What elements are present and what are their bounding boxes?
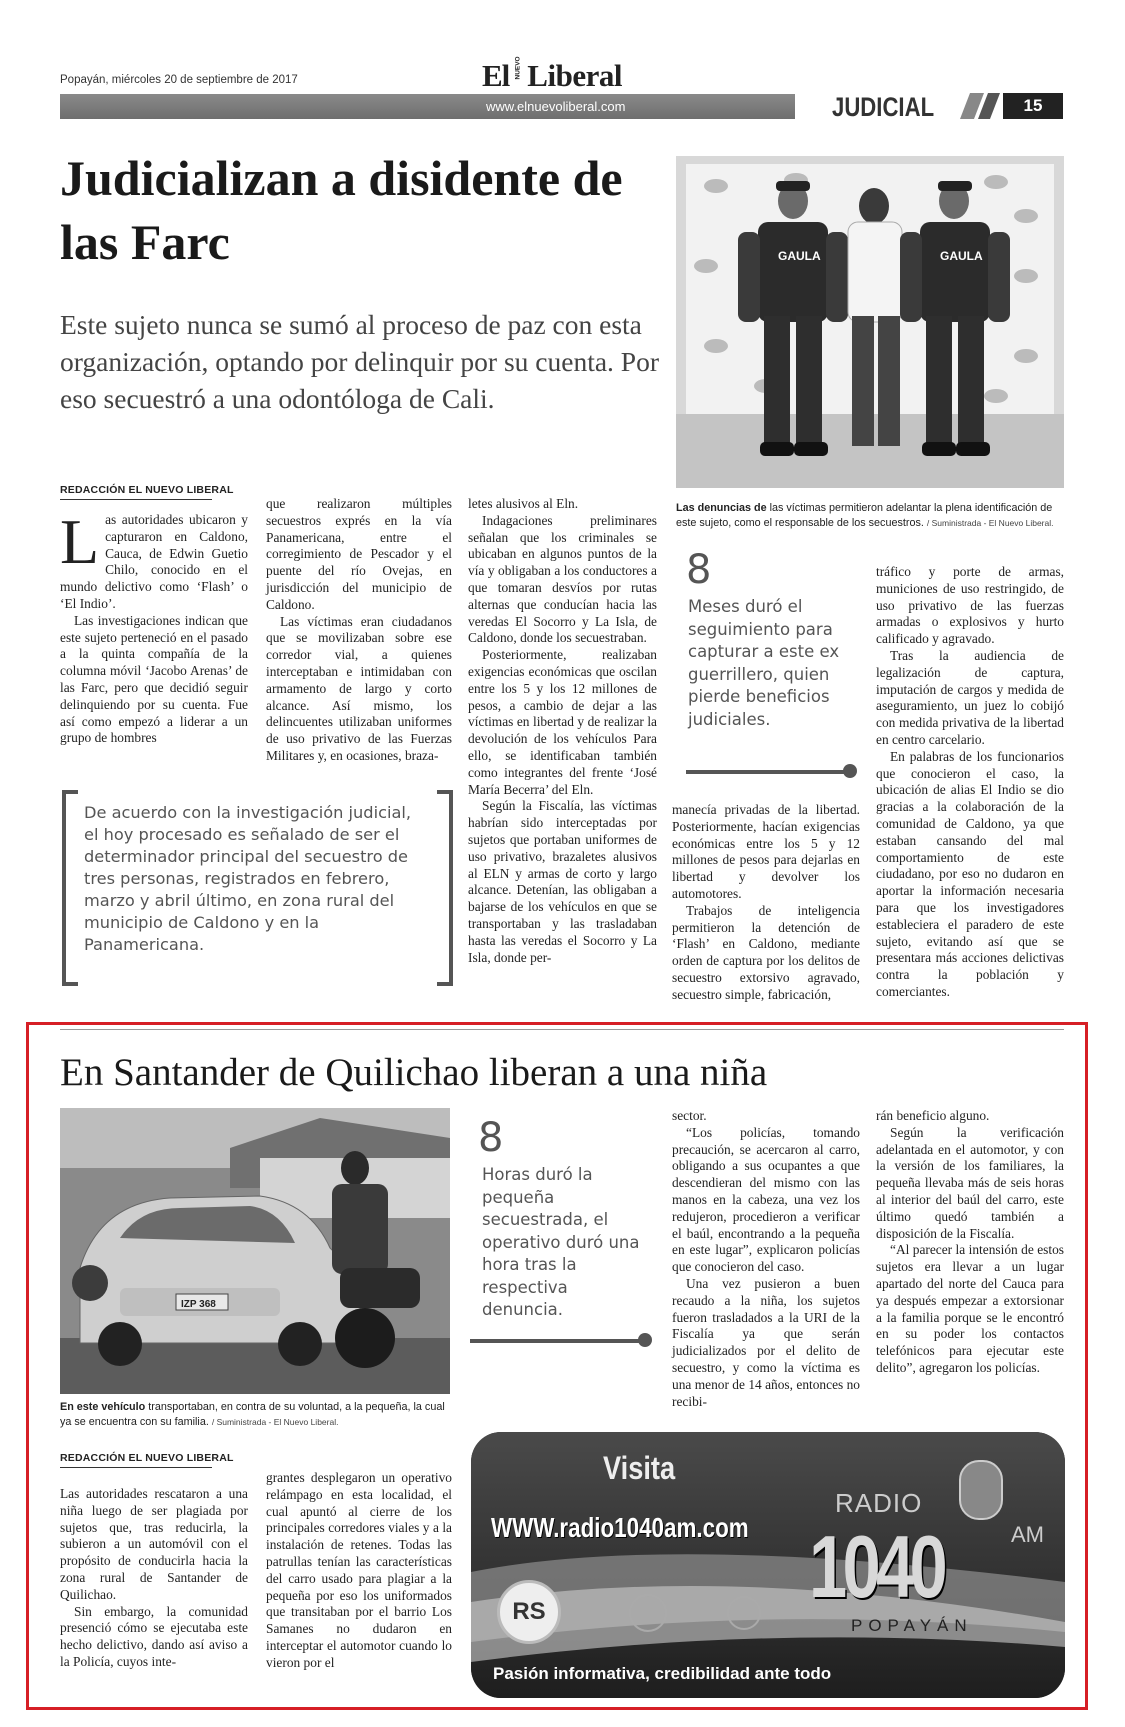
article2-caption-lead: En este vehículo: [60, 1401, 146, 1413]
ad-url[interactable]: WWW.radio1040am.com: [491, 1512, 749, 1543]
article1-fact-dot: [843, 764, 857, 778]
logo-el: El: [482, 58, 510, 93]
article1-column-2: [266, 496, 452, 765]
rs-logo-icon: [497, 1580, 561, 1644]
ad-small-icon-1: [629, 1594, 667, 1632]
article2-column-4: [876, 1108, 1064, 1377]
article2-caption: [60, 1400, 452, 1430]
article2-col1-p1: Las autoridades rescataron a una niña luego de ser plagiada por sujetos que, tras reducirla, la subieron a un automóvil con el propósito de conducirla hacia la zona rural de Santander de Quilichao.: [60, 1486, 248, 1602]
header-bar: [60, 94, 795, 119]
article1-col3-p2: Indagaciones preliminares señalan que los criminales se ubicaban en algunos puntos de la vía y obligaban a los conductores a que tomaran desvíos por rutas alternas que conducían hacia las veredas El Socorro y La Isla, de Caldono, donde los secuestraban.: [468, 512, 657, 646]
article1-fact-rule: [686, 770, 846, 774]
dateline: Popayán, miércoles 20 de septiembre de 2017: [60, 74, 298, 86]
article1-byline: REDACCIÓN EL NUEVO LIBERAL: [60, 484, 234, 496]
article1-col5-p2: Tras la audiencia de legalización de captura, imputación de cargos y medida de aseguramiento, un juez lo cobijó con medida privativa de la libertad en centro carcelario.: [876, 647, 1064, 747]
article2-headline: En Santander de Quilichao liberan a una niña: [60, 1051, 768, 1094]
article1-column-3: [468, 496, 657, 966]
article2-fact-number: 8: [478, 1115, 504, 1161]
ad-microphone-icon: [959, 1460, 1003, 1520]
article1-col4-p2: Trabajos de inteligencia permitieron la detención de ‘Flash’ en Caldono, mediante orden de captura por los delitos de secuestro extorsivo agravado, secuestro simple, fabricación,: [672, 902, 860, 1002]
article1-caption-lead: Las denuncias de: [676, 502, 767, 514]
article1-column-4: [672, 802, 860, 1004]
article2-col3-p2: “Los policías, tomando precaución, se acercaron al carro, obligando a sus ocupantes a que descendieran del mismo con las manos en la cabeza, una vez los redujeron, procedieron a verificar el baúl, encontrando a la pequeña en este lugar”, explicaron policías que conocieron del caso.: [672, 1124, 860, 1275]
article2-col4-p3: “Al parecer la intensión de estos sujetos era llevar a un lugar apartado del norte del Cauca para ya después empezar a extorsionar a la familia porque se le encontró en su poder los contactos telefónicos para ejecutar este delito”, agregaron los policías.: [876, 1242, 1064, 1375]
article1-deck: Este sujeto nunca se sumó al proceso de paz con esta organización, optando por delinquir por su cuenta. Por eso secuestró a una odontóloga de Cali.: [60, 309, 659, 414]
section-label: JUDICIAL: [832, 92, 935, 122]
article1-dropcap: L: [60, 506, 100, 577]
license-plate: IZP 368: [181, 1299, 216, 1310]
section-stripes: [960, 93, 1008, 121]
article2-column-1: [60, 1486, 248, 1671]
article2-fact-text: Horas duró la pequeña secuestrada, el operativo duró una hora tras la respectiva denuncia.: [482, 1165, 640, 1319]
police-photo-illustration: [676, 156, 1064, 488]
article2-col2-p1: grantes desplegaron un operativo relámpago en esta localidad, el cual apuntó al cierre de los principales corredores viales y a la instalación de retenes. Todas las patrullas tenían las características del carro usado para plagiar a la pequeña por eso los uniformados que transitaban por el barrio Los Samanes no dudaron en interceptar el automotor cuando lo vieron por el: [266, 1470, 452, 1670]
article1-caption: [676, 501, 1066, 531]
pullquote-text: De acuerdo con la investigación judicial, el hoy procesado es señalado de ser el determinador principal del secuestro de tres personas, registrados en febrero, marzo y abril último, en zona rural del municipio de Caldono y en la Panamericana.: [84, 803, 412, 954]
article2-caption-text: transportaban, en contra de su voluntad, a la pequeña, la cual ya se encuentra con su familia.: [60, 1401, 445, 1428]
article1-col3-p1: letes alusivos al Eln.: [468, 496, 579, 511]
article2-col3-p1: sector.: [672, 1108, 707, 1123]
article1-col1-p2: Las investigaciones indican que este sujeto perteneció en el pasado a la quinta compañía de la columna móvil ‘Jacobo Arenas’ de las Farc, pero que decidió seguir delinquiendo por su cuenta. Fue así como empezó a liderar a un grupo de hombres: [60, 612, 248, 746]
article2-byline-rule: [60, 1467, 212, 1468]
article1-photo: [676, 156, 1064, 488]
article2-col3-p3: Una vez pusieron a buen recaudo a la niña, los sujetos fueron trasladados a la URI de la Fiscalía ya que serán judicializados por el delito de secuestro, y como la víctima es una menor de 14 años, entonces no recibi-: [672, 1275, 860, 1409]
article2-col4-p2: Según la verificación adelantada en el automotor, y con la versión de los familiares, la pequeña llevaba más de seis horas al interior del baúl del carro, este último quedó también a disposición de la Fiscalía.: [876, 1124, 1064, 1241]
ad-am: AM: [1011, 1522, 1044, 1547]
article2-caption-source: / Suministrada - El Nuevo Liberal.: [211, 1417, 339, 1427]
article1-column-1: [60, 506, 248, 747]
car-photo-illustration: [60, 1108, 450, 1394]
article2-column-3: [672, 1108, 860, 1410]
article1-col4-p1: manecía privadas de la libertad. Posteriormente, hacían exigencias económicas entre los 5 y 12 millones de pesos para dejarlas en libertad y devolver los automotores.: [672, 802, 860, 901]
article1-caption-text: las víctimas permitieron adelantar la plena identificación de este sujeto, como el responsable de los secuestros.: [676, 502, 1053, 529]
radio-ad[interactable]: [471, 1432, 1065, 1698]
rs-logo-text: RS: [512, 1598, 546, 1625]
article1-column-5: [876, 564, 1064, 1001]
logo-nuevo: NUEVO: [514, 56, 522, 80]
ad-visita: Visita: [603, 1450, 676, 1486]
article2-photo: [60, 1108, 450, 1394]
logo-liberal: Liberal: [527, 58, 622, 93]
website-link[interactable]: www.elnuevoliberal.com: [486, 99, 626, 114]
ad-frequency: 1040: [809, 1517, 943, 1616]
page-number: 15: [1023, 96, 1043, 115]
article1-col2-p1: que realizaron múltiples secuestros exprés en la vía Panamericana, entre el corregimiento de Pescador y el puente del río Ovejas, en jurisdicción del municipio de Caldono.: [266, 496, 452, 612]
article2-column-2: [266, 1470, 452, 1672]
vest-label-right: GAULA: [940, 249, 983, 263]
article1-col3-p4: Según la Fiscalía, las víctimas habrían sido interceptadas por sujetos que portaban uniformes de uso privativo, brazaletes alusivos al ELN y armas de corto y largo alcance. Detenían, las obligaban a bajarse de los vehículos en que se transportaban y las trasladaban hasta las veredas el Socorro y La Isla, donde per-: [468, 798, 657, 965]
article1-col5-p1: tráfico y porte de armas, municiones de uso restringido, de uso privativo de las fuerzas armadas o explosivos y hurto calificado y agravado.: [876, 564, 1064, 647]
article1-headline: Judicializan a disidente de las Farc: [60, 150, 623, 270]
ad-city: POPAYÁN: [851, 1616, 973, 1635]
vest-label-left: GAULA: [778, 249, 821, 263]
article1-col2-p2: Las víctimas eran ciudadanos que se movilizaban sobre ese corredor vial, a quienes interceptaban e intimidaban con armamento de largo y corto alcance. Así mismo, los delincuentes utilizaban uniformes de uso privativo de las Fuerzas Militares y, en ocasiones, braza-: [266, 613, 452, 763]
pullquote-bracket-left: [62, 790, 78, 986]
article2-byline: REDACCIÓN EL NUEVO LIBERAL: [60, 1452, 234, 1464]
article1-fact-text: Meses duró el seguimiento para capturar a este ex guerrillero, quien pierde beneficios judiciales.: [688, 597, 840, 729]
article1-caption-source: / Suministrada - El Nuevo Liberal.: [926, 518, 1054, 528]
article1-byline-rule: [60, 499, 212, 500]
article1-col1-p1: as autoridades ubicaron y capturaron en Caldono, Cauca, de Edwin Guetio Chilo, conocido en el mundo delictivo como ‘Flash’ o ‘El Indio’.: [60, 512, 248, 611]
masthead-logo: [482, 58, 622, 92]
article2-top-rule: [60, 1029, 1064, 1030]
article2-col1-p2: Sin embargo, la comunidad presenció cómo se ejecutaba este hecho delictivo, dando así aviso a la Policía, cuyos inte-: [60, 1603, 248, 1669]
pullquote-bracket-right: [437, 790, 453, 986]
page-number-box: [1003, 93, 1063, 119]
ad-slogan: Pasión informativa, credibilidad ante todo: [493, 1664, 832, 1683]
article2-col4-p1: rán beneficio alguno.: [876, 1108, 990, 1123]
ad-radio: RADIO: [835, 1488, 923, 1518]
article1-fact-number: 8: [686, 547, 712, 593]
article2-fact-rule: [470, 1339, 642, 1343]
article1-col5-p3: En palabras de los funcionarios que conocieron el caso, la ubicación de alias El Indio se dio gracias a la colaboración de la comunidad de Caldono, ya que estaban cansando del mal comportamiento de este ciudadano, por eso no dudaron en aportar la información necesaria para que los investigadores estableciera el paradero de este sujeto, evitando así que se presentara más acciones delictivas contra la población y comerciantes.: [876, 748, 1064, 999]
ad-small-icon-2: [727, 1596, 761, 1630]
article2-fact-dot: [638, 1333, 652, 1347]
article1-col3-p3: Posteriormente, realizaban exigencias económicas que oscilan entre los 5 y los 12 millones de pesos, a cambio de dejar a las víctimas en libertad y de realizar la devolución de los vehículos Para ello, se identificaban también como integrantes del frente ‘José María Becerra’ del Eln.: [468, 647, 657, 797]
